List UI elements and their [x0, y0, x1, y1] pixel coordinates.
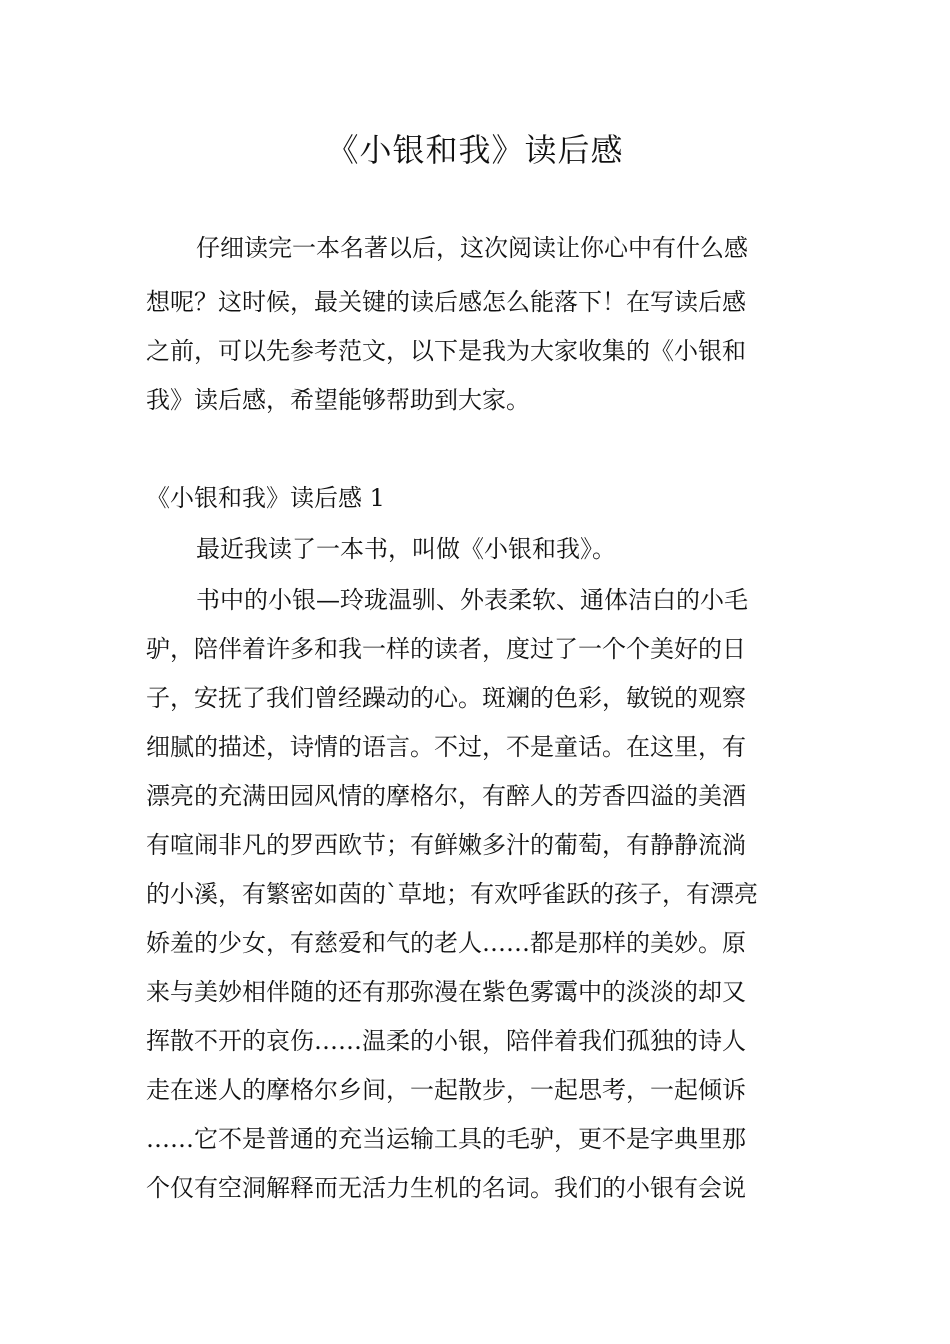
paragraph-line: 走在迷人的摩格尔乡间，一起散步，一起思考，一起倾诉	[146, 1076, 746, 1104]
paragraph-line: 子，安抚了我们曾经躁动的心。斑斓的色彩，敏锐的观察	[146, 684, 746, 712]
intro-line: 之前，可以先参考范文，以下是我为大家收集的《小银和	[146, 337, 746, 365]
paragraph-line: 娇羞的少女，有慈爱和气的老人……都是那样的美妙。原	[146, 929, 746, 957]
intro-line: 仔细读完一本名著以后，这次阅读让你心中有什么感	[196, 234, 748, 262]
document-title: 《小银和我》读后感	[326, 131, 624, 169]
section-heading: 《小银和我》读后感 1	[146, 484, 385, 512]
paragraph-line: 的小溪，有繁密如茵的`草地；有欢呼雀跃的孩子，有漂亮	[146, 880, 758, 908]
paragraph-line: 最近我读了一本书，叫做《小银和我》。	[196, 535, 616, 563]
paragraph-line: 驴，陪伴着许多和我一样的读者，度过了一个个美好的日	[146, 635, 746, 663]
paragraph-line: 个仅有空洞解释而无活力生机的名词。我们的小银有会说	[146, 1174, 746, 1202]
paragraph-line: 有喧闹非凡的罗西欧节；有鲜嫩多汁的葡萄，有静静流淌	[146, 831, 746, 859]
paragraph-line: 漂亮的充满田园风情的摩格尔，有醉人的芳香四溢的美酒	[146, 782, 746, 810]
paragraph-line: 书中的小银—玲珑温驯、外表柔软、通体洁白的小毛	[196, 586, 748, 614]
paragraph-line: 挥散不开的哀伤……温柔的小银，陪伴着我们孤独的诗人	[146, 1027, 746, 1055]
paragraph-line: 细腻的描述，诗情的语言。不过，不是童话。在这里，有	[146, 733, 746, 761]
intro-line: 想呢？这时候，最关键的读后感怎么能落下！在写读后感	[146, 288, 746, 316]
paragraph-line: 来与美妙相伴随的还有那弥漫在紫色雾霭中的淡淡的却又	[146, 978, 746, 1006]
intro-line: 我》读后感，希望能够帮助到大家。	[146, 386, 530, 414]
paragraph-line: ……它不是普通的充当运输工具的毛驴，更不是字典里那	[146, 1125, 746, 1153]
